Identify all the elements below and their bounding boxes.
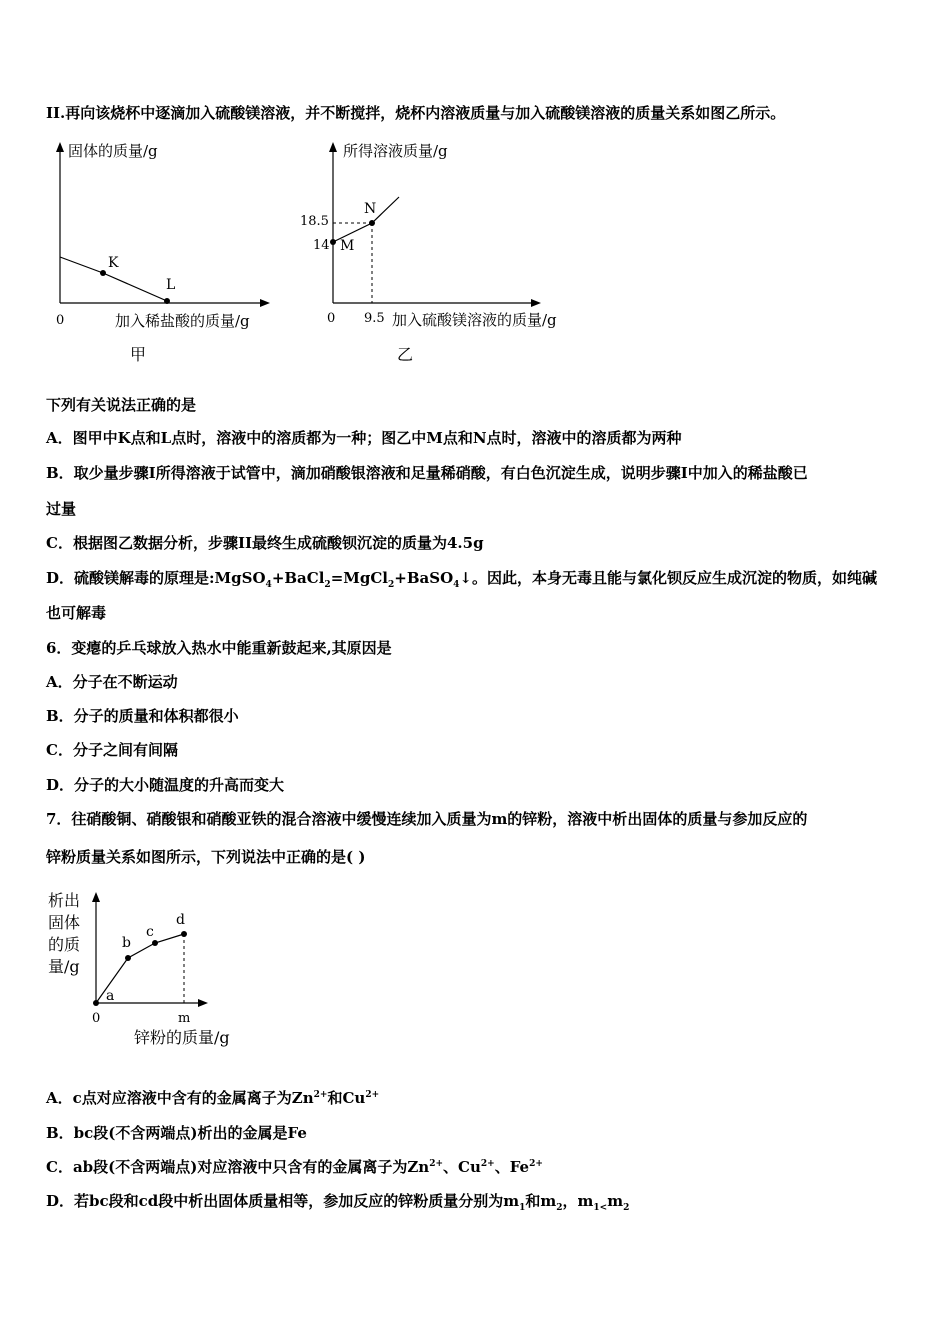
point-a <box>93 1000 99 1006</box>
y-axis-arrow <box>329 142 337 152</box>
chart-title: 甲 <box>130 345 147 364</box>
x-axis-arrow <box>198 999 208 1007</box>
x-tick-label: 9.5 <box>364 311 385 326</box>
origin-label: 0 <box>92 1011 101 1026</box>
chart-jia <box>40 138 290 368</box>
point-label-a: a <box>106 988 115 1004</box>
q6-option-c: C．分子之间有间隔 <box>46 741 178 759</box>
point-label-n: N <box>364 201 377 217</box>
q7-stem-cont: 锌粉质量关系如图所示，下列说法中正确的是( ) <box>46 848 366 866</box>
y-axis-arrow <box>56 142 64 152</box>
point-label-m: M <box>340 238 355 254</box>
point-c <box>152 940 158 946</box>
y-tick-label-14: 14 <box>313 238 330 253</box>
chart-title: 乙 <box>397 345 414 364</box>
point-b <box>125 955 131 961</box>
y-label-line-1: 析出 <box>48 891 81 910</box>
x-axis-label: 锌粉的质量/g <box>134 1028 230 1047</box>
point-d <box>181 931 187 937</box>
x-axis-arrow <box>531 299 541 307</box>
q7-option-d: D．若bc段和cd段中析出固体质量相等，参加反应的锌粉质量分别为$m_1$和$m_2$，$m_{1<}m_2$ <box>46 1192 630 1213</box>
intro-text: II.再向该烧杯中逐滴加入硫酸镁溶液，并不断搅拌，烧杯内溶液质量与加入硫酸镁溶液的质量关系如图乙所示。 <box>46 104 786 122</box>
y-tick-label-18-5: 18.5 <box>300 214 329 229</box>
y-axis-arrow <box>92 892 100 902</box>
q5-option-b: B．取少量步骤I所得溶液于试管中，滴加硝酸银溶液和足量稀硝酸，有白色沉淀生成，说明步骤I中加入的稀盐酸已 <box>46 464 808 482</box>
q5-option-a: A．图甲中K点和L点时，溶液中的溶质都为一种；图乙中M点和N点时，溶液中的溶质都为两种 <box>46 429 682 447</box>
x-axis-arrow <box>260 299 270 307</box>
q6-option-a: A．分子在不断运动 <box>46 673 178 691</box>
chart-zinc <box>44 885 244 1055</box>
y-label-line-3: 的质 <box>48 935 81 954</box>
chart-yi <box>296 138 586 368</box>
point-m <box>330 239 336 245</box>
x-tick-label: m <box>178 1011 191 1026</box>
y-label-line-4: 量/g <box>48 957 80 976</box>
q7-option-b: B．bc段(不含两端点)析出的金属是Fe <box>46 1124 307 1142</box>
point-label-d: d <box>176 912 185 928</box>
q6-option-d: D．分子的大小随温度的升高而变大 <box>46 776 285 794</box>
q5-option-c: C．根据图乙数据分析，步骤II最终生成硫酸钡沉淀的质量为4.5g <box>46 534 484 552</box>
q5-option-b-cont: 过量 <box>46 500 77 518</box>
point-label-b: b <box>122 935 131 951</box>
point-label-c: c <box>146 924 154 940</box>
q5-stem: 下列有关说法正确的是 <box>46 396 197 414</box>
point-k <box>100 270 106 276</box>
point-label-l: L <box>166 277 176 293</box>
q6-stem: 6．变瘪的乒乓球放入热水中能重新鼓起来,其原因是 <box>46 639 392 657</box>
origin-label: 0 <box>56 313 65 328</box>
q5-option-d-cont: 也可解毒 <box>46 604 107 622</box>
y-axis-label: 固体的质量/g <box>68 142 158 160</box>
origin-label: 0 <box>327 311 336 326</box>
q7-option-c: C．ab段(不含两端点)对应溶液中只含有的金属离子为$Zn^{2+}$、$Cu^{2+}$、$Fe^{2+}$ <box>46 1158 543 1176</box>
q6-option-b: B．分子的质量和体积都很小 <box>46 707 239 725</box>
q7-stem: 7．往硝酸铜、硝酸银和硝酸亚铁的混合溶液中缓慢连续加入质量为m的锌粉，溶液中析出固体的质量与参加反应的 <box>46 810 808 828</box>
point-n <box>369 220 375 226</box>
q7-option-a: A．c点对应溶液中含有的金属离子为$Zn^{2+}$和$Cu^{2+}$ <box>46 1089 380 1107</box>
y-axis-label: 所得溶液质量/g <box>343 142 448 160</box>
q5-option-d: D．硫酸镁解毒的原理是:MgSO$_4$+BaCl$_2$=MgCl$_2$+BaSO$_4$↓。因此，本身无毒且能与氯化钡反应生成沉淀的物质，如纯碱 <box>46 569 877 590</box>
y-label-line-2: 固体 <box>48 913 81 932</box>
x-axis-label: 加入稀盐酸的质量/g <box>115 312 250 330</box>
point-label-k: K <box>108 255 119 271</box>
x-axis-label: 加入硫酸镁溶液的质量/g <box>392 311 557 329</box>
point-l <box>164 298 170 304</box>
